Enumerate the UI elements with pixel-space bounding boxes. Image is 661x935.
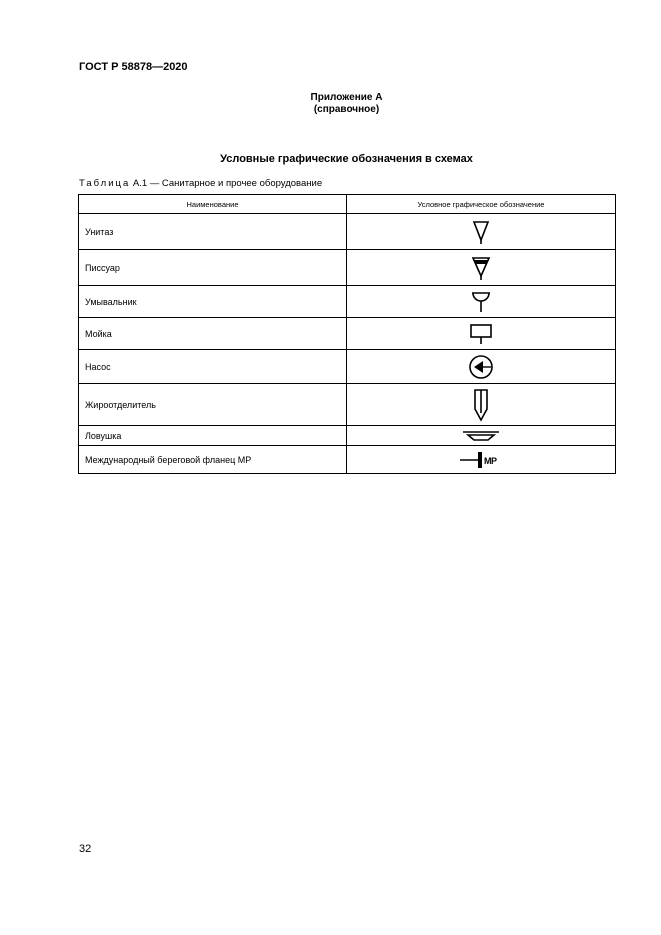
row-symbol-cell xyxy=(347,318,616,350)
table-caption-prefix: Таблица xyxy=(79,178,131,189)
table-row xyxy=(79,214,616,250)
table-row xyxy=(79,446,616,474)
washbasin-symbol-icon xyxy=(470,290,492,314)
grease-separator-symbol-icon xyxy=(471,387,491,423)
section-title-text: Условные графические обозначения в схемах xyxy=(220,153,473,165)
trap-symbol-icon xyxy=(462,429,500,443)
row-name: Ловушка xyxy=(79,426,347,446)
toilet-symbol-icon xyxy=(471,219,491,245)
row-name: Унитаз xyxy=(79,214,347,250)
urinal-symbol-icon xyxy=(470,255,492,281)
document-code: ГОСТ Р 58878—2020 xyxy=(79,61,188,73)
table-row xyxy=(79,350,616,384)
appendix-subtitle: (справочное) xyxy=(313,104,380,115)
table-row xyxy=(79,384,616,426)
table-header-row xyxy=(79,195,616,214)
row-name: Международный береговой фланец МР xyxy=(79,446,347,474)
row-symbol-cell xyxy=(347,384,616,426)
table-row xyxy=(79,426,616,446)
section-title xyxy=(0,153,661,165)
row-symbol-cell xyxy=(347,446,616,474)
page-number: 32 xyxy=(79,843,92,855)
pump-symbol-icon xyxy=(468,354,494,380)
column-header-name: Наименование xyxy=(79,195,347,214)
row-symbol-cell xyxy=(347,286,616,318)
symbols-table xyxy=(78,194,616,474)
row-name: Насос xyxy=(79,350,347,384)
shore-flange-label: МР xyxy=(484,455,497,466)
row-symbol-cell xyxy=(347,350,616,384)
table-row xyxy=(79,286,616,318)
row-name: Писсуар xyxy=(79,250,347,286)
table-caption xyxy=(79,178,322,189)
table-row xyxy=(79,250,616,286)
column-header-symbol: Условное графическое обозначение xyxy=(347,195,616,214)
row-symbol-cell xyxy=(347,426,616,446)
table-row xyxy=(79,318,616,350)
row-name: Мойка xyxy=(79,318,347,350)
sink-symbol-icon xyxy=(469,322,493,346)
appendix-title: Приложение А xyxy=(310,92,383,103)
row-name: Жироотделитель xyxy=(79,384,347,426)
row-symbol-cell xyxy=(347,250,616,286)
table-caption-text: А.1 — Санитарное и прочее оборудование xyxy=(130,178,323,189)
row-name: Умывальник xyxy=(79,286,347,318)
shore-flange-symbol-icon xyxy=(459,450,503,470)
appendix-heading xyxy=(0,92,661,116)
row-symbol-cell xyxy=(347,214,616,250)
